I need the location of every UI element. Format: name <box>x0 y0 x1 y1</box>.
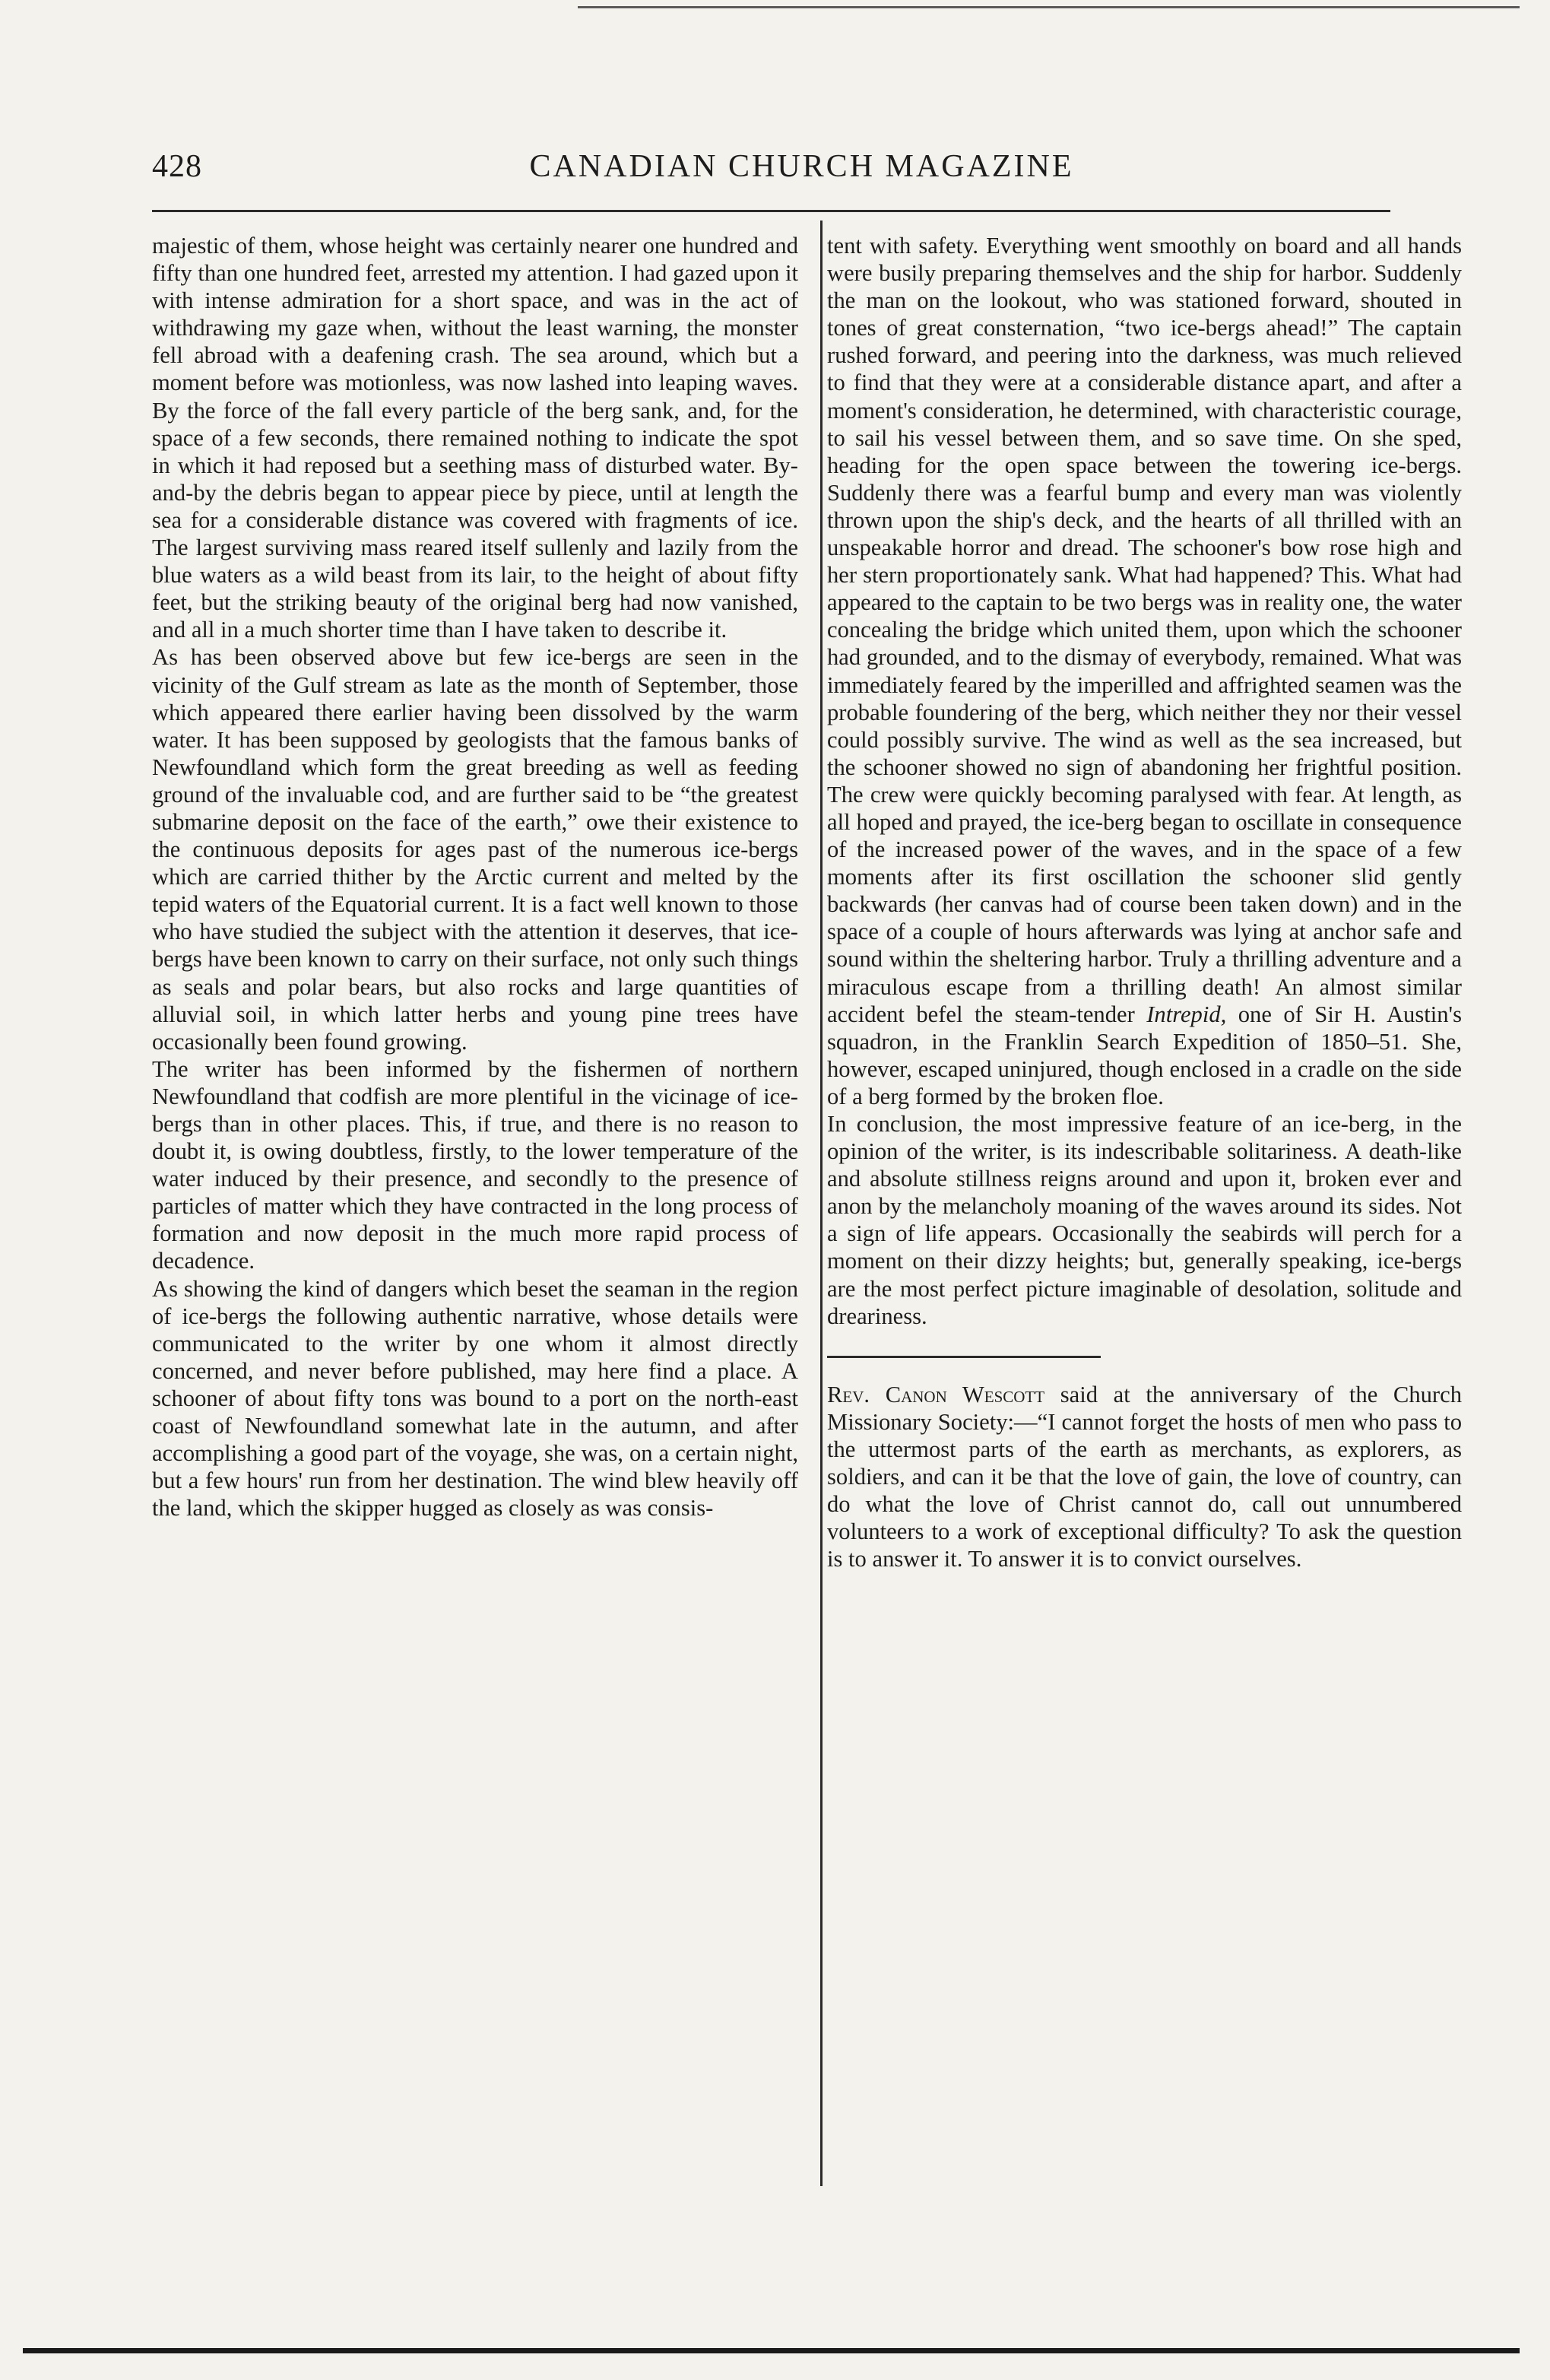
quote-speaker: Rev. Canon Wescott <box>827 1381 1045 1407</box>
schooner-narrative-text: tent with safety. Everything went smoothly on board and all hands were busily preparing themselves and the ship for harbor. Suddenly the man on the lookout, who was stationed forward, shouted in tones of great consternation, “two ice-bergs ahead!” The captain rushed forward, and peering into the darkness, was much relieved to find that they were at a considerable distance apart, and after a moment's consideration, he determined, with characteristic courage, to sail his vessel between them, and so save time. On she sped, heading for the open space between the towering ice-bergs. Suddenly there was a fearful bump and every man was violently thrown upon the ship's deck, and the hearts of all thrilled with an unspeakable horror and dread. The schooner's bow rose high and her stern proportionately sank. What had happened? This. What had appeared to the captain to be two bergs was in reality one, the water concealing the bridge which united them, upon which the schooner had grounded, and to the dismay of everybody, remained. What was immediately feared by the imperilled and affrighted seamen was the probable foundering of the berg, which neither they nor their vessel could possibly survive. The wind as well as the sea increased, but the schooner showed no sign of abandoning her frightful position. The crew were quickly becoming paralysed with fear. At length, as all hoped and prayed, the ice-berg began to oscillate in consequence of the increased power of the waves, and in the space of a few moments after its first oscillation the schooner slid gently backwards (her canvas had of course been taken down) and in the space of a couple of hours afterwards was lying at anchor safe and sound within the sheltering harbor. Truly a thrilling adventure and a miraculous escape from a thrilling death! An almost similar accident befel the steam-tender <box>827 233 1462 1027</box>
column-divider <box>820 221 823 2186</box>
paragraph-conclusion: In conclusion, the most impressive feature of an ice-berg, in the opinion of the writer, is its indescribable solitariness. A death-like and absolute stillness reigns around and upon it, broken ever and anon by the melancholy moaning of the waves around its sides. Not a sign of life appears. Occasionally the seabirds will perch for a moment on their dizzy heights; but, generally speaking, ice-bergs are the most perfect picture imaginable of desolation, solitude and dreariness. <box>827 1111 1462 1329</box>
ship-name-intrepid: Intrepid, <box>1146 1001 1227 1027</box>
paragraph-schooner-continued <box>827 232 1462 1110</box>
header-rule <box>152 210 1390 212</box>
left-column <box>152 232 798 1522</box>
right-column <box>827 232 1462 1572</box>
paragraph-wescott-quote <box>827 1381 1462 1573</box>
paragraph-iceberg-collapse: majestic of them, whose height was certainly nearer one hundred and fifty than one hundred feet, arrested my attention. I had gazed upon it with intense admiration for a short space, and was in the act of withdrawing my gaze when, without the least warning, the monster fell abroad with a deafening crash. The sea around, which but a moment before was motionless, was now lashed into leaping waves. By the force of the fall every particle of the berg sank, and, for the space of a few seconds, there remained nothing to indicate the spot in which it had reposed but a seething mass of disturbed water. By-and-by the debris began to appear piece by piece, until at length the sea for a considerable distance was covered with fragments of ice. The largest surviving mass reared itself sullenly and lazily from the blue waters as a wild beast from its lair, to the height of about fifty feet, but the striking beauty of the original berg had now vanished, and all in a much shorter time than I have taken to describe it. <box>152 233 798 643</box>
top-rule <box>578 6 1520 8</box>
page-header <box>152 148 1390 202</box>
page-number: 428 <box>152 149 202 184</box>
bottom-rule <box>23 2348 1520 2353</box>
paragraph-schooner-start: As showing the kind of dangers which beset the seaman in the region of ice-bergs the following authentic narrative, whose details were communicated to the writer by one whom it almost directly concerned, and never before published, may here find a place. A schooner of about fifty tons was bound to a port on the north-east coast of Newfoundland somewhat late in the autumn, and after accomplishing a good part of the voyage, she was, on a certain night, but a few hours' run from her destination. The wind blew heavily off the land, which the skipper hugged as closely as was consis- <box>152 1275 798 1522</box>
magazine-title: CANADIAN CHURCH MAGAZINE <box>529 149 1074 184</box>
paragraph-newfoundland-banks: As has been observed above but few ice-bergs are seen in the vicinity of the Gulf stream as late as the month of September, those which appeared there earlier having been dissolved by the warm water. It has been supposed by geologists that the famous banks of Newfoundland which form the great breeding as well as feeding ground of the invaluable cod, and are further said to be “the greatest submarine deposit on the face of the earth,” owe their existence to the continuous deposits for ages past of the numerous ice-bergs which are carried thither by the Arctic current and melted by the tepid waters of the Equatorial current. It is a fact well known to those who have studied the subject with the attention it deserves, that ice-bergs have been known to carry on their surface, not only such things as seals and polar bears, but also rocks and large quantities of alluvial soil, in which latter herbs and young pine trees have occasionally been found growing. <box>152 644 798 1055</box>
franklin-expedition-text: one of Sir H. Austin's squadron, in the Franklin Search Expedition of 1850–51. She, however, escaped uninjured, though enclosed in a cradle on the side of a berg formed by the broken floe. <box>827 1001 1462 1109</box>
paragraph-codfish: The writer has been informed by the fishermen of northern Newfoundland that codfish are more plentiful in the vicinage of ice-bergs than in other places. This, if true, and there is no reason to doubt it, is owing doubtless, firstly, to the lower temperature of the water induced by their presence, and secondly to the presence of particles of matter which they have contracted in the long process of formation and now deposit in the much more rapid process of decadence. <box>152 1055 798 1274</box>
quote-text: said at the anniversary of the Church Missionary Society:—“I cannot forget the hosts of men who pass to the uttermost parts of the earth as merchants, as explorers, as soldiers, and can it be that the love of gain, the love of country, can do what the love of Christ cannot do, call out unnumbered volunteers to a work of exceptional difficulty? To ask the question is to answer it. To answer it is to convict ourselves. <box>827 1381 1462 1572</box>
section-separator <box>827 1356 1101 1358</box>
